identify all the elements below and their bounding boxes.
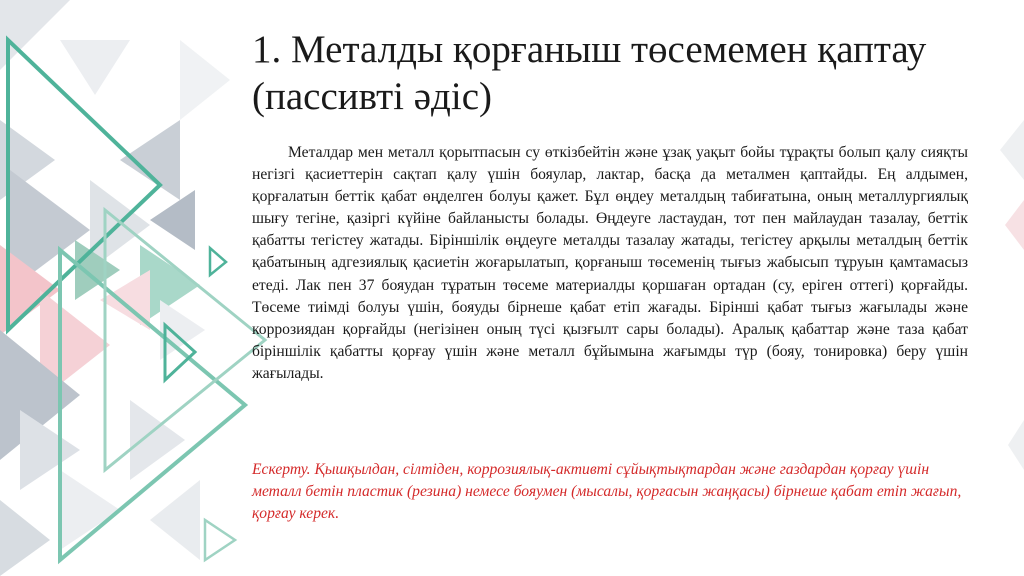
note-paragraph: Ескерту. Қышқылдан, сілтіден, коррозиялық-активті сұйықтықтардан және газдардан қорғау үшін металл бетін пластик (резина) немесе бояумен (мысалы, қорғасын жаңқасы) бірнеше қабат етіп жағып, қорғау керек. (252, 461, 962, 523)
slide-title: 1. Металды қорғаныш төсемемен қаптау (пассивті әдіс) (252, 28, 927, 118)
body-paragraph: Металдар мен металл қорытпасын су өткізбейтін және ұзақ уақыт бойы тұрақты болып қалу сияқты негізгі қасиеттерін сақтап қалу үшін бояулар, лактар, басқа да металмен қаптайды. Ең алдымен, қорғалатын беттік қабат өңделген болуы қажет. Бұл өңдеу металдың табиғатына, оның металлургиялық шығу тегіне, қазіргі күйіне байланысты болады. Өңдеуге ластаудан, тот пен майлаудан тазалау, беттік қабатты тегістеу жатады. Біріншілік өңдеуге металды тазалау жатады, тегістеу арқылы металдың беттік қабатының адгезиялық қасиетін жоғарылатып, қорғаныш төсеменің тығыз жабысып тұруын қамтамасыз етеді. Лак пен 37 бояудан тұратын төсеме материалды қоршаған ортадан (су, еріген оттегі) қорғайды. Төсеме тиімді болуы үшін, бояуды бірнеше қабат етіп жағады. Бірінші қабат тығыз жағылады және коррозиядан қорғайды (негізінен оның түсі қызғылт сары болады). Аралық қабаттар және таза қабат біріншілік қабатты қорғау үшін және металл бұйымына жағымды түр (бояу, тонировка) беру үшін жағылады. (252, 144, 968, 382)
decor-triangle-outline (210, 248, 226, 275)
decor-triangle (0, 0, 70, 70)
decor-triangle-outline (205, 520, 235, 560)
decor-triangle (150, 480, 200, 560)
decor-triangle (1000, 120, 1024, 180)
decor-triangle (150, 190, 195, 250)
decor-triangle (60, 470, 120, 550)
decor-triangle (1008, 420, 1024, 470)
decor-triangle (1005, 200, 1024, 250)
decor-triangle (180, 40, 230, 120)
decor-triangle (60, 40, 130, 95)
decor-triangle (0, 500, 50, 576)
decor-triangle (120, 120, 180, 200)
